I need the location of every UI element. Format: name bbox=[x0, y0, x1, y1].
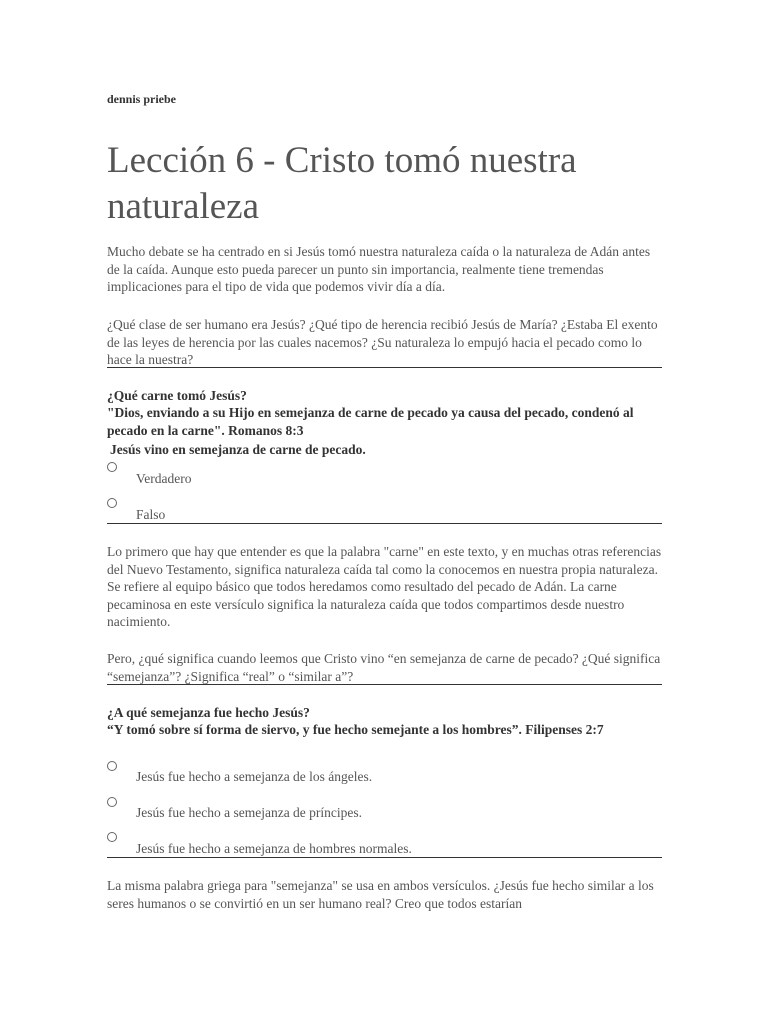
section-divider bbox=[107, 684, 662, 685]
middle-paragraph-2: Pero, ¿qué significa cuando leemos que Cristo vino “en semejanza de carne de pecado? ¿Qué significa “semejanza”? ¿Significa “real” o “similar a”? bbox=[107, 651, 661, 684]
radio-angeles[interactable] bbox=[107, 761, 117, 771]
author-name: dennis priebe bbox=[107, 92, 177, 106]
lesson-title: Lección 6 - Cristo tomó nuestra naturaleza bbox=[107, 140, 577, 227]
radio-verdadero[interactable] bbox=[107, 462, 117, 472]
option-hombres-normales-label: Jesús fue hecho a semejanza de hombres normales. bbox=[136, 841, 412, 856]
question-1-quote: "Dios, enviando a su Hijo en semejanza de carne de pecado ya causa del pecado, condenó al pecado en la carne". Romanos 8:3 bbox=[107, 405, 634, 438]
option-falso-label: Falso bbox=[136, 507, 166, 522]
section-divider bbox=[107, 367, 662, 368]
option-verdadero-label: Verdadero bbox=[136, 471, 192, 486]
middle-paragraph-1: Lo primero que hay que entender es que la palabra "carne" en este texto, y en muchas otras referencias del Nuevo Testamento, significa naturaleza caída tal como la conocemos en nuestra propia naturaleza. Se refiere al equipo básico que todos heredamos como resultado del pecado de Adán. La carne pecaminosa en este versículo significa la naturaleza caída que todos compartimos desde nuestro nacimiento. bbox=[107, 544, 662, 630]
section-divider bbox=[107, 523, 662, 524]
radio-principes[interactable] bbox=[107, 797, 117, 807]
question-1-statement: Jesús vino en semejanza de carne de pecado. bbox=[110, 442, 366, 457]
question-2-heading: ¿A qué semejanza fue hecho Jesús? bbox=[107, 705, 310, 720]
question-1-heading: ¿Qué carne tomó Jesús? bbox=[107, 388, 247, 403]
radio-falso[interactable] bbox=[107, 498, 117, 508]
intro-paragraph-1: Mucho debate se ha centrado en si Jesús tomó nuestra naturaleza caída o la naturaleza de Adán antes de la caída. Aunque esto pueda parecer un punto sin importancia, realmente tiene tremendas implicaciones para el tipo de vida que podemos vivir día a día. bbox=[107, 244, 651, 295]
closing-paragraph: La misma palabra griega para "semejanza" se usa en ambos versículos. ¿Jesús fue hecho similar a los seres humanos o se convirtió en un ser humano real? Creo que todos estarían bbox=[107, 878, 654, 911]
section-divider bbox=[107, 857, 662, 858]
intro-paragraph-2: ¿Qué clase de ser humano era Jesús? ¿Qué tipo de herencia recibió Jesús de María? ¿Estaba El exento de las leyes de herencia por las cuales nacemos? ¿Su naturaleza lo empujó hacia el pecado como lo hace la nuestra? bbox=[107, 317, 658, 368]
option-angeles-label: Jesús fue hecho a semejanza de los ángeles. bbox=[136, 769, 373, 784]
question-2-quote: “Y tomó sobre sí forma de siervo, y fue hecho semejante a los hombres”. Filipenses 2:7 bbox=[107, 722, 604, 737]
radio-hombres-normales[interactable] bbox=[107, 832, 117, 842]
option-principes-label: Jesús fue hecho a semejanza de príncipes. bbox=[136, 805, 363, 820]
